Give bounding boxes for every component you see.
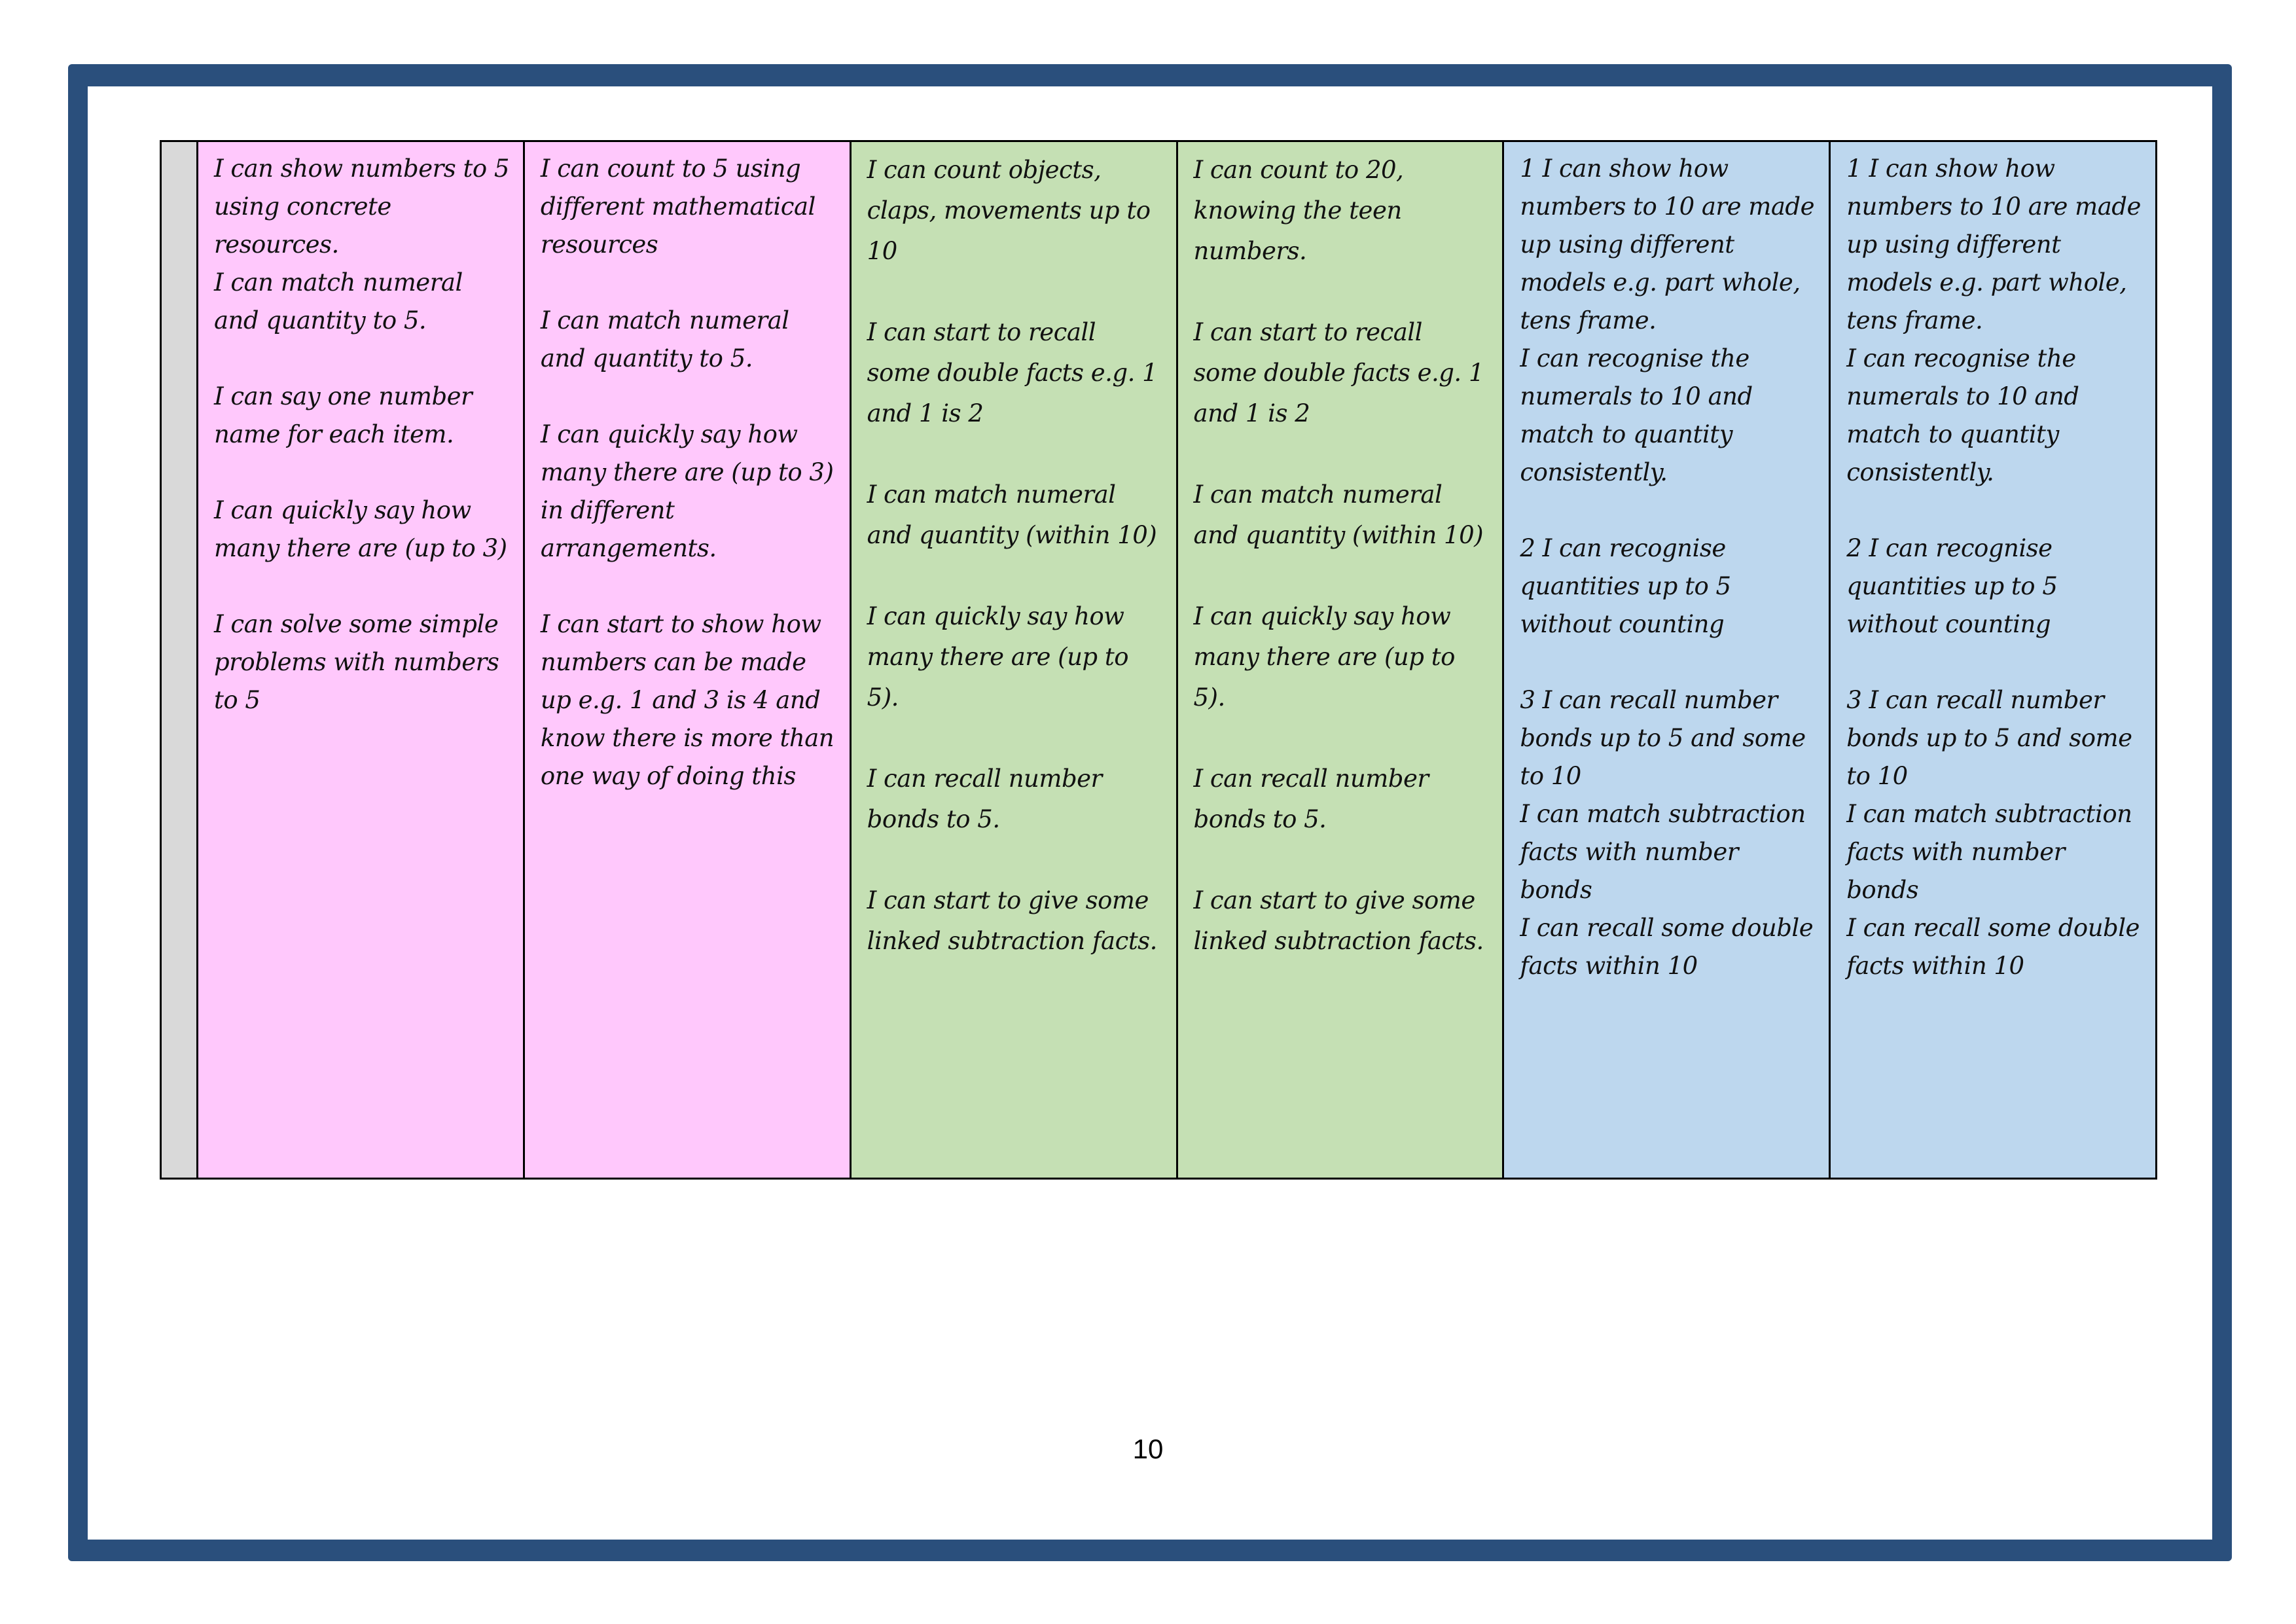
row-header-cell <box>160 142 196 1178</box>
table-cell-6 <box>1829 142 2155 1178</box>
table-cell-5 <box>1502 142 1829 1178</box>
cell-1-text: I can show numbers to 5 using concrete resources. I can match numeral and quantity to 5. I can say one number name for each item. I can quickly say how many there are (up to 3) I can solve some simple problems with numbers to 5 <box>213 154 509 714</box>
cell-4-text: I can count to 20, knowing the teen numbers. I can start to recall some double facts e.g. 1 and 1 is 2 I can match numeral and quantity (within 10) I can quickly say how many there are (up to 5). I can recall number bonds to 5. I can start to give some linked subtraction facts. <box>1193 156 1484 955</box>
learning-objectives-table <box>160 140 2157 1180</box>
table-cell-4 <box>1176 142 1503 1178</box>
table-cell-3 <box>850 142 1176 1178</box>
cell-5-text: 1 I can show how numbers to 10 are made up using different models e.g. part whole, tens frame. I can recognise the numerals to 10 and match to quantity consistently. 2 I can recognise quantities up to 5 without counting 3 I can recall number bonds up to 5 and some to 10 I can match subtraction facts with number bonds I can recall some double facts within 10 <box>1520 154 1814 980</box>
table-cell-2 <box>523 142 850 1178</box>
page-number: 10 <box>1132 1434 1164 1464</box>
cell-6-text: 1 I can show how numbers to 10 are made up using different models e.g. part whole, tens frame. I can recognise the numerals to 10 and match to quantity consistently. 2 I can recognise quantities up to 5 without counting 3 I can recall number bonds up to 5 and some to 10 I can match subtraction facts with number bonds I can recall some double facts within 10 <box>1846 154 2141 980</box>
table-cell-1 <box>196 142 523 1178</box>
cell-3-text: I can count objects, claps, movements up to 10 I can start to recall some double facts e.g. 1 and 1 is 2 I can match numeral and quantity (within 10) I can quickly say how many there are (up to 5). I can recall number bonds to 5. I can start to give some linked subtraction facts. <box>867 156 1158 955</box>
cell-2-text: I can count to 5 using different mathematical resources I can match numeral and quantity to 5. I can quickly say how many there are (up to 3) in different arrangements. I can start to show how numbers can be made up e.g. 1 and 3 is 4 and know there is more than one way of doing this <box>540 154 834 790</box>
